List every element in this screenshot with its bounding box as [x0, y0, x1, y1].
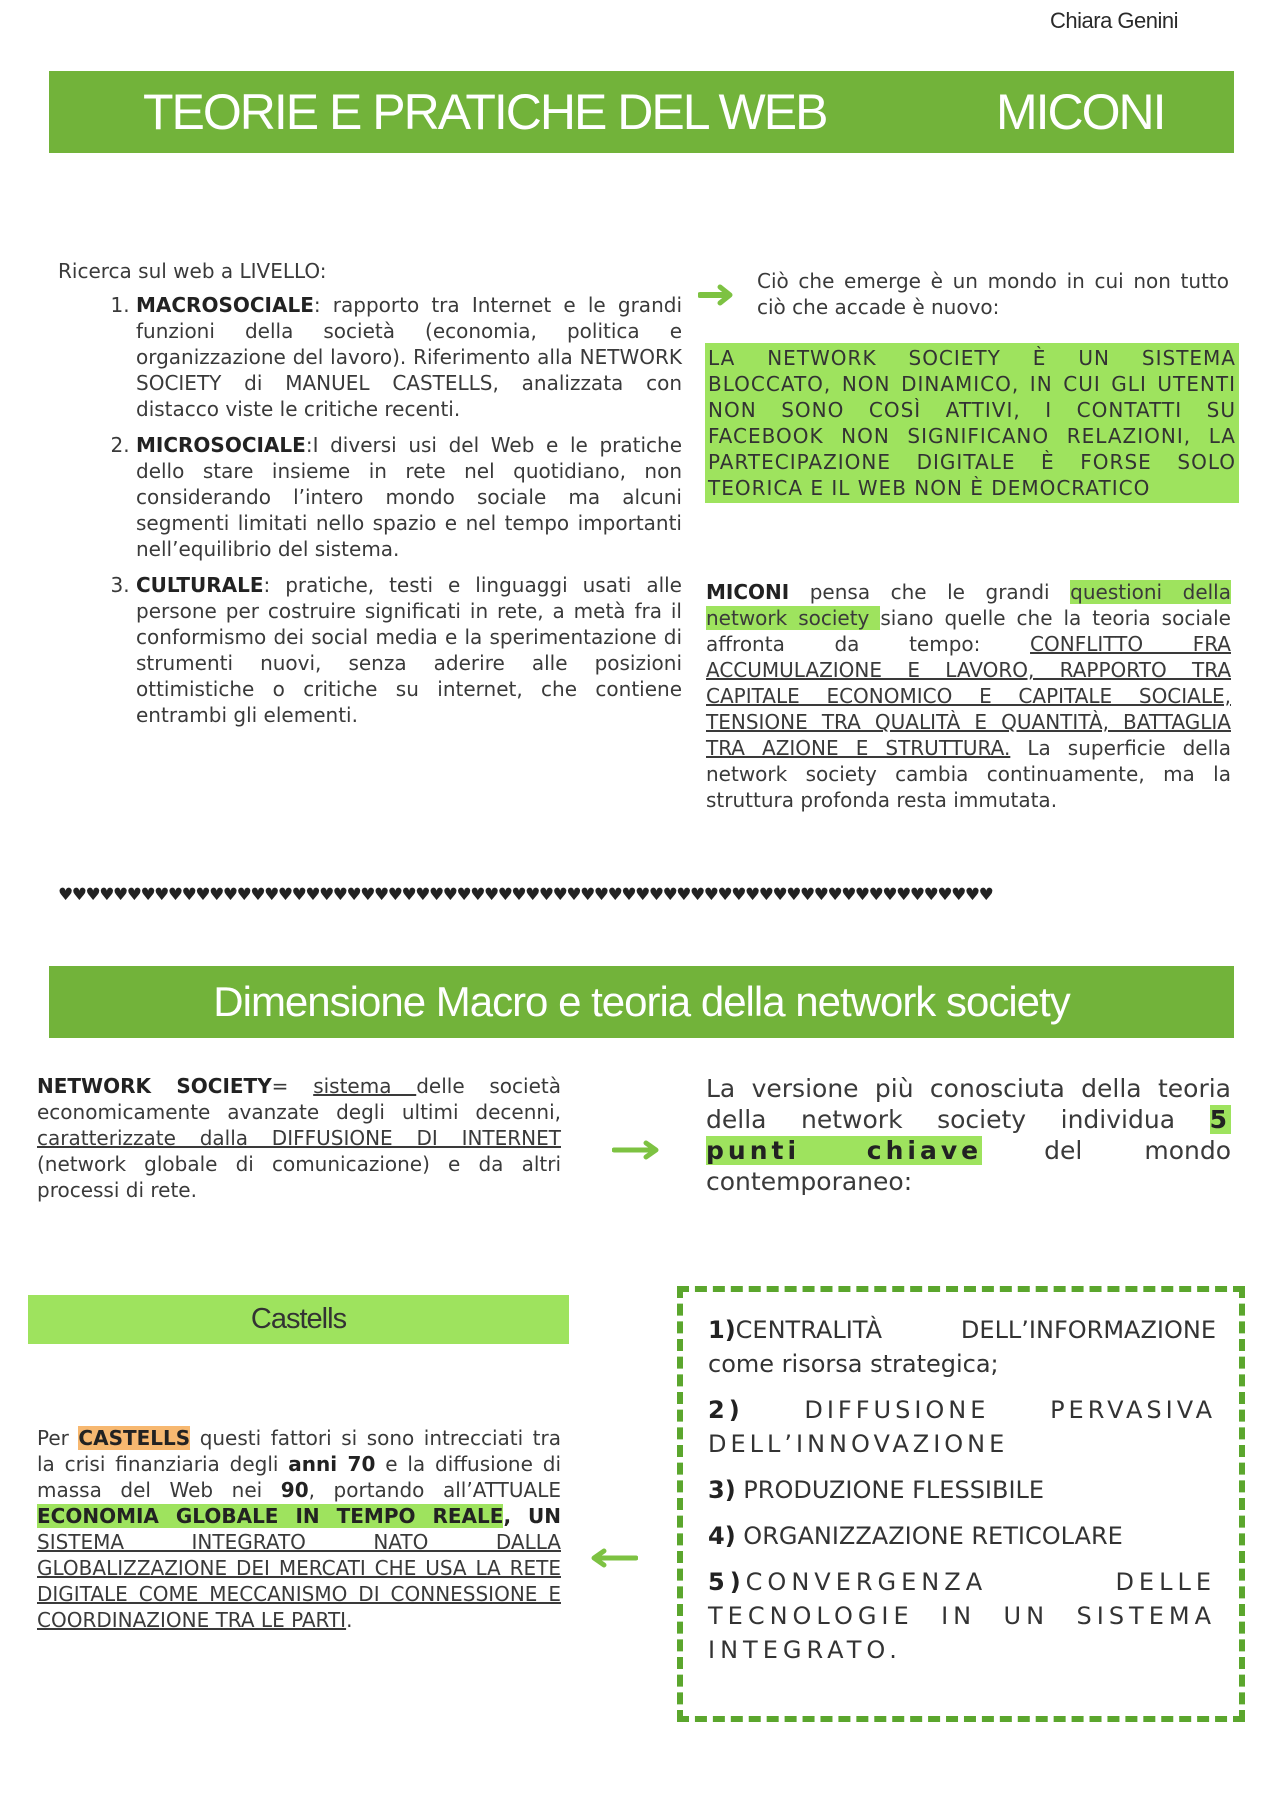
title-banner [49, 71, 1234, 153]
level-text: : pratiche, testi e linguaggi usati alle persone per costruire significati in rete, a metà fra il conformismo dei social media e la sperimentazione di strumenti nuovi, senza aderire alle posizioni ottimistiche o critiche su internet, che contiene entrambi gli elementi. [136, 573, 682, 727]
point-text: CENTRALITÀ DELL’INFORMAZIONE come risorsa strategica; [708, 1316, 1216, 1378]
intro-heading: Ricerca sul web a LIVELLO: [58, 259, 327, 283]
author-name: Chiara Genini [1050, 8, 1179, 33]
five-points-intro [706, 1073, 1231, 1197]
miconi-name: MICONI [706, 580, 790, 604]
list-item [708, 1473, 1216, 1507]
bold-span: anni 70 [288, 1452, 376, 1476]
point-text: PRODUZIONE FLESSIBILE [735, 1476, 1045, 1504]
arrow-right-icon [698, 283, 736, 307]
list-item [136, 572, 682, 728]
text-span: questi fattori si sono intrecciati tra la crisi finanziaria degli [37, 1426, 562, 1476]
point-number: 3) [708, 1476, 736, 1504]
emerge-text: Ciò che emerge è un mondo in cui non tutto ciò che accade è nuovo: [757, 269, 1229, 319]
castells-label: Castells [28, 1295, 569, 1344]
highlight-span: ECONOMIA GLOBALE IN TEMPO REALE [37, 1504, 504, 1528]
text-span: La versione più conosciuta della teoria della network society individua [706, 1074, 1231, 1134]
point-number: 5) [708, 1568, 746, 1596]
page-title: TEORIE E PRATICHE DEL WEB [143, 84, 827, 140]
network-society-definition [37, 1073, 561, 1203]
section-title: Dimensione Macro e teoria della network society [213, 978, 1070, 1025]
list-item [136, 432, 682, 562]
text-span: del mondo contemporaneo: [706, 1136, 1232, 1196]
key-points-list [708, 1313, 1216, 1679]
text-span: , UN [503, 1504, 562, 1528]
level-term: MACROSOCIALE [136, 293, 314, 317]
text-span: delle società economicamente avanzate degli ultimi decenni, [37, 1074, 561, 1124]
list-item [708, 1565, 1216, 1667]
point-number: 2) [708, 1396, 744, 1424]
hearts-divider: ♥♥♥♥♥♥♥♥♥♥♥♥♥♥♥♥♥♥♥♥♥♥♥♥♥♥♥♥♥♥♥♥♥♥♥♥♥♥♥♥♥♥♥♥♥♥♥♥♥♥♥♥♥♥♥♥♥♥♥♥♥♥♥♥♥♥♥♥ [58, 885, 993, 905]
level-term: CULTURALE [136, 573, 264, 597]
arrow-right-icon [612, 1138, 662, 1162]
castells-paragraph [37, 1425, 561, 1633]
section-banner [49, 966, 1234, 1038]
level-text: :I diversi usi del Web e le pratiche dello stare insieme in rete nel quotidiano, non considerando l’intero mondo sociale ma alcuni segmenti limitati nello spazio e nel tempo importanti nell’equilibrio del sistema. [136, 433, 682, 561]
text-span: siano quelle che la teoria sociale affronta da tempo: [706, 606, 1231, 656]
definition-term: NETWORK SOCIETY [37, 1074, 272, 1098]
text-span: La superficie della network society cambia continuamente, ma la struttura profonda resta immutata. [706, 736, 1231, 812]
miconi-paragraph [706, 579, 1231, 813]
author-topic: MICONI [996, 84, 1165, 140]
underlined-span: SISTEMA INTEGRATO NATO DALLA GLOBALIZZAZIONE DEI MERCATI CHE USA LA RETE DIGITALE COME MECCANISMO DI CONNESSIONE E COORDINAZIONE TRA LE PARTI [37, 1530, 561, 1632]
text-span: (network globale di comunicazione) e da altri processi di rete. [37, 1152, 561, 1202]
network-society-highlight: LA NETWORK SOCIETY È UN SISTEMA BLOCCATO, NON DINAMICO, IN CUI GLI UTENTI NON SONO COSÌ ATTIVI, I CONTATTI SU FACEBOOK NON SIGNIFICANO RELAZIONI, LA PARTECIPAZIONE DIGITALE È FORSE SOLO TEORICA E IL WEB NON È DEMOCRATICO [705, 343, 1239, 503]
list-item [708, 1519, 1216, 1553]
underlined-span: CONFLITTO FRA ACCUMULAZIONE E LAVORO, RAPPORTO TRA CAPITALE ECONOMICO E CAPITALE SOCIALE, TENSIONE TRA QUALITÀ E QUANTITÀ, BATTAGLIA TRA AZIONE E STRUTTURA. [706, 632, 1231, 760]
point-number: 1) [708, 1316, 736, 1344]
text-span: pensa che le grandi [789, 580, 1071, 604]
list-item [708, 1313, 1216, 1381]
point-text: CONVERGENZA DELLE TECNOLOGIE IN UN SISTEMA INTEGRATO. [708, 1568, 1216, 1664]
point-text: DIFFUSIONE PERVASIVA DELL’INNOVAZIONE [708, 1396, 1216, 1458]
text-span: Per [37, 1426, 79, 1450]
text-span: . [346, 1608, 353, 1632]
level-text: : rapporto tra Internet e le grandi funzioni della società (economia, politica e organizzazione del lavoro). Riferimento alla NETWORK SOCIETY di MANUEL CASTELLS, analizzata con distacco viste le critiche recenti. [136, 293, 682, 421]
point-number: 4) [708, 1522, 736, 1550]
levels-list [90, 292, 682, 738]
five-points-highlight: 5 punti chiave [706, 1105, 1231, 1165]
text-span: e la diffusione di massa del Web nei [37, 1452, 562, 1502]
text-span: = [271, 1074, 314, 1098]
level-term: MICROSOCIALE [136, 433, 306, 457]
underlined-span: caratterizzate dalla DIFFUSIONE DI INTERNET [37, 1126, 561, 1150]
highlight-span: questioni della network society [706, 580, 1231, 630]
text-span: , portando all’ATTUALE [308, 1478, 561, 1502]
castells-name: CASTELLS [78, 1426, 191, 1450]
arrow-left-icon [588, 1546, 638, 1570]
list-item [136, 292, 682, 422]
list-item [708, 1393, 1216, 1461]
point-text: ORGANIZZAZIONE RETICOLARE [735, 1522, 1123, 1550]
underlined-span: sistema [313, 1074, 417, 1098]
bold-span: 90 [280, 1478, 309, 1502]
